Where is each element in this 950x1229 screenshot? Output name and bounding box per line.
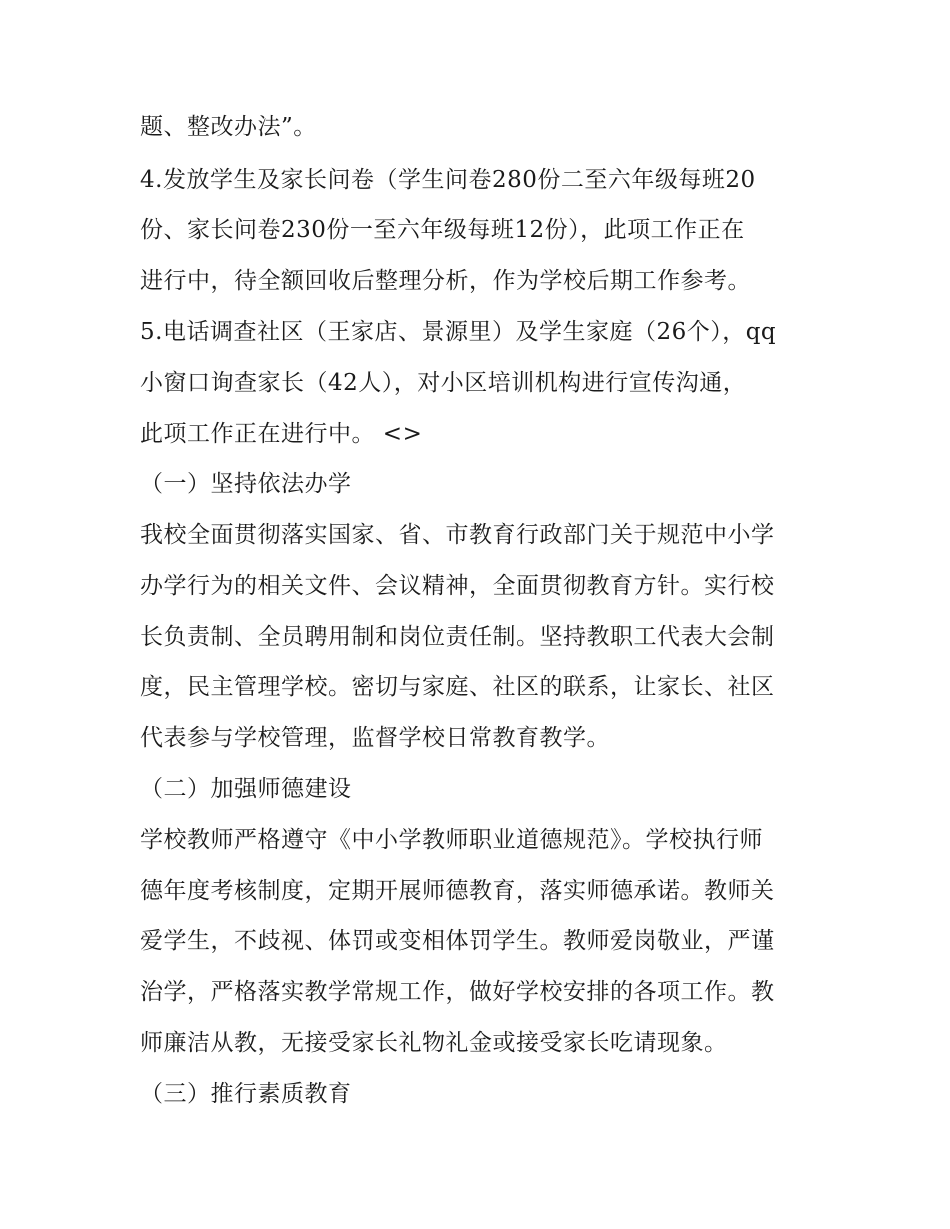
paragraph-line: 学校教师严格遵守《中小学教师职业道德规范》。学校执行师 xyxy=(140,827,763,853)
section-heading: （一）坚持依法办学 xyxy=(140,471,352,497)
paragraph-line: 办学行为的相关文件、会议精神，全面贯彻教育方针。实行校 xyxy=(140,573,775,599)
paragraph-line: 题、整改办法”。 xyxy=(140,114,317,140)
paragraph-line: 代表参与学校管理，监督学校日常教育教学。 xyxy=(140,725,610,751)
paragraph-line: 小窗口询查家长（42人），对小区培训机构进行宣传沟通， xyxy=(140,370,747,396)
paragraph-line: 份、家长问卷230份一至六年级每班12份），此项工作正在 xyxy=(140,217,745,243)
section-heading: （三）推行素质教育 xyxy=(140,1081,352,1107)
paragraph-line: 此项工作正在进行中。 <> xyxy=(140,421,423,447)
paragraph-line: 师廉洁从教，无接受家长礼物礼金或接受家长吃请现象。 xyxy=(140,1030,728,1056)
paragraph-line: 长负责制、全员聘用制和岗位责任制。坚持教职工代表大会制 xyxy=(140,624,775,650)
paragraph-line: 5.电话调查社区（王家店、景源里）及学生家庭（26个），qq xyxy=(140,319,777,345)
paragraph-line: 爱学生，不歧视、体罚或变相体罚学生。教师爱岗敬业，严谨 xyxy=(140,928,775,954)
paragraph-line: 治学，严格落实教学常规工作，做好学校安排的各项工作。教 xyxy=(140,979,775,1005)
paragraph-line: 我校全面贯彻落实国家、省、市教育行政部门关于规范中小学 xyxy=(140,522,775,548)
paragraph-line: 4.发放学生及家长问卷（学生问卷280份二至六年级每班20 xyxy=(140,167,756,193)
section-heading: （二）加强师德建设 xyxy=(140,776,352,802)
paragraph-line: 度，民主管理学校。密切与家庭、社区的联系，让家长、社区 xyxy=(140,674,775,700)
paragraph-line: 进行中，待全额回收后整理分析，作为学校后期工作参考。 xyxy=(140,268,751,294)
paragraph-line: 德年度考核制度，定期开展师德教育，落实师德承诺。教师关 xyxy=(140,878,775,904)
